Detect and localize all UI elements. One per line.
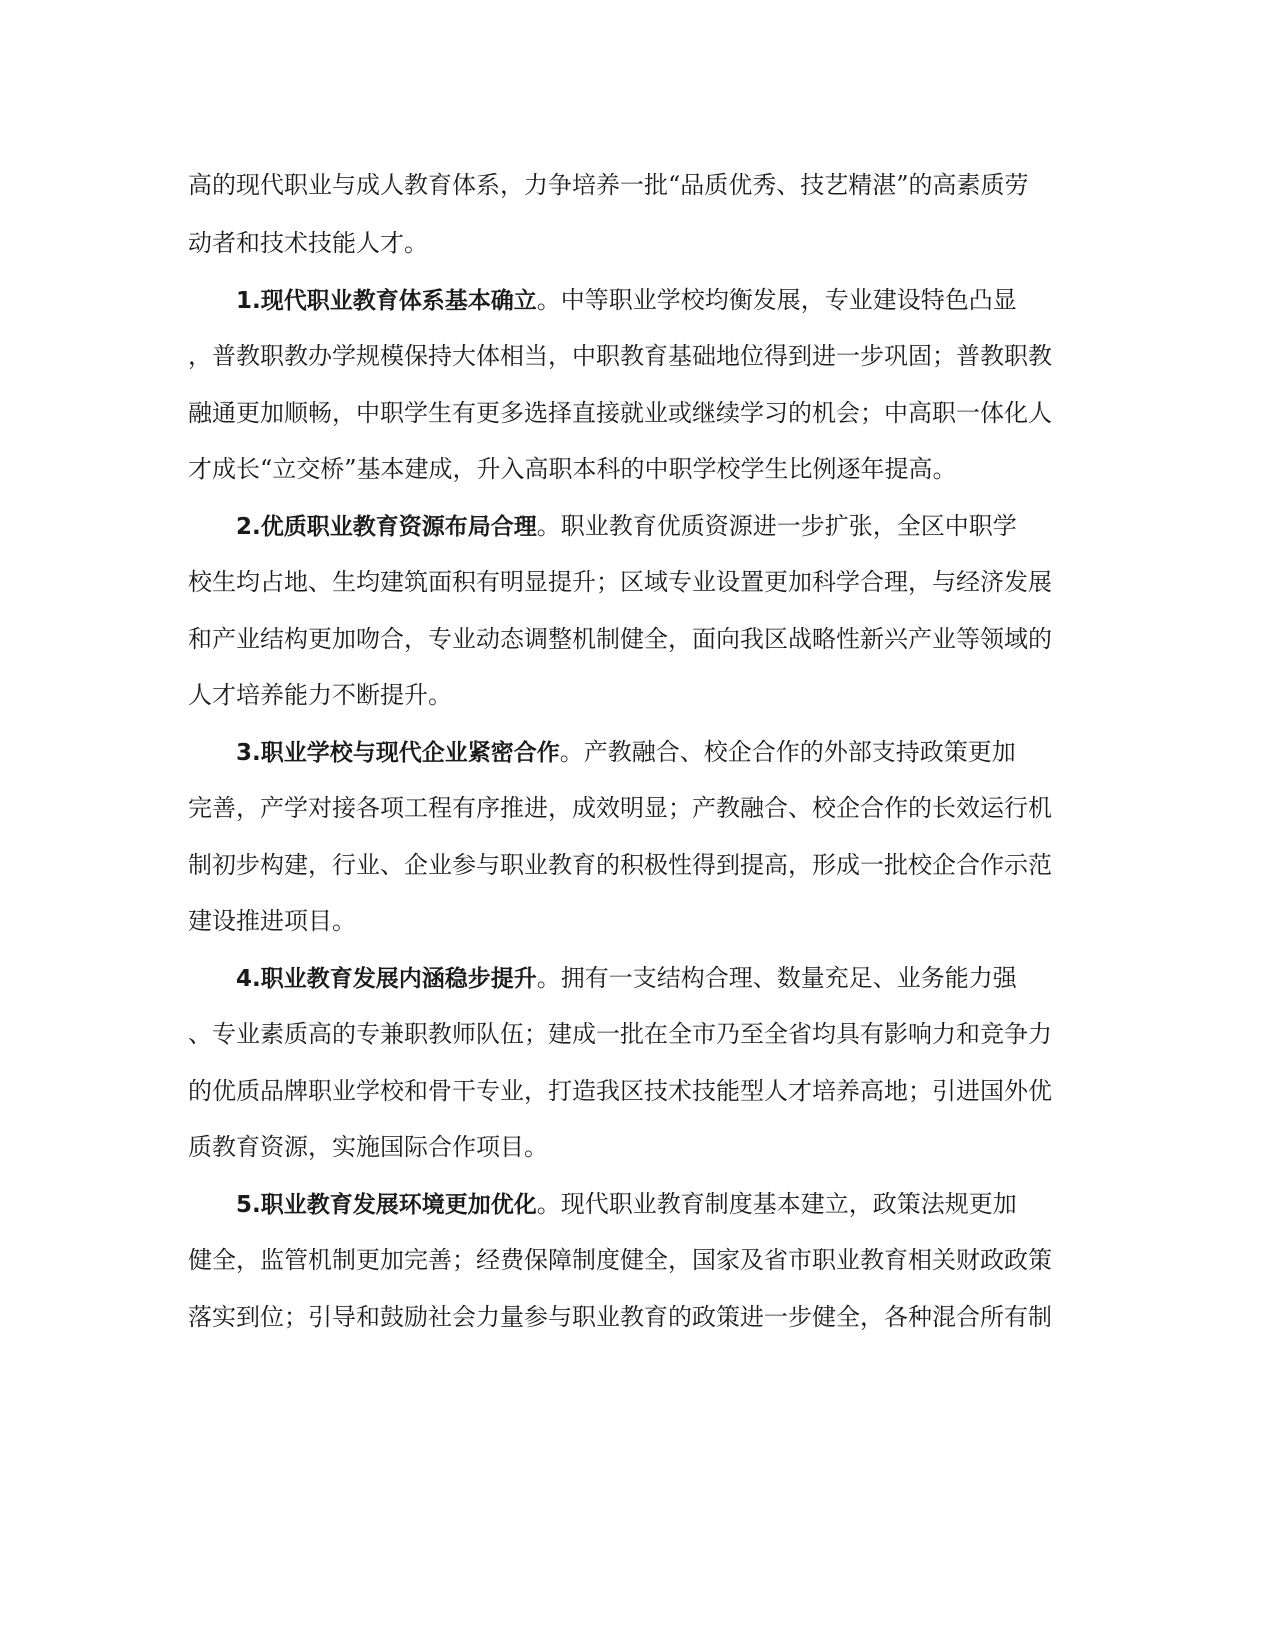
text-line [188,845,1088,885]
line-text: 融通更加顺畅，中职学生有更多选择直接就业或继续学习的机会；中高职一体化人 [188,399,1052,427]
paragraph-1-first-line [236,280,1136,320]
line-text: 健全，监管机制更加完善；经费保障制度健全，国家及省市职业教育相关财政政策 [188,1246,1052,1274]
text-line [188,1127,1088,1167]
paragraph-3-first-line [236,732,1136,772]
line-text: 高的现代职业与成人教育体系，力争培养一批“品质优秀、技艺精湛”的高素质劳 [188,171,1029,199]
line-text: 完善，产学对接各项工程有序推进，成效明显；产教融合、校企合作的长效运行机 [188,794,1052,822]
text-line [188,788,1088,828]
text-line [188,1297,1088,1337]
line-text: 动者和技术技能人才。 [188,229,428,257]
paragraph-3-heading: 3.职业学校与现代企业紧密合作 [236,740,560,766]
line-text: 校生均占地、生均建筑面积有明显提升；区域专业设置更加科学合理，与经济发展 [188,568,1052,596]
line-text: 才成长“立交桥”基本建成，升入高职本科的中职学校学生比例逐年提高。 [188,455,957,483]
line-text: 。现代职业教育制度基本建立，政策法规更加 [536,1190,1017,1218]
line-text: 。中等职业学校均衡发展，专业建设特色凸显 [536,286,1017,314]
paragraph-2-first-line [236,506,1136,546]
line-text: 的优质品牌职业学校和骨干专业，打造我区技术技能型人才培养高地；引进国外优 [188,1077,1052,1105]
line-text: 。职业教育优质资源进一步扩张，全区中职学 [536,512,1017,540]
text-line [188,449,1088,489]
line-text: 制初步构建，行业、企业参与职业教育的积极性得到提高，形成一批校企合作示范 [188,851,1052,879]
line-text: 和产业结构更加吻合，专业动态调整机制健全，面向我区战略性新兴产业等领域的 [188,625,1052,653]
line-text: 。拥有一支结构合理、数量充足、业务能力强 [536,964,1017,992]
line-text: 落实到位；引导和鼓励社会力量参与职业教育的政策进一步健全，各种混合所有制 [188,1303,1052,1331]
line-text: 质教育资源，实施国际合作项目。 [188,1133,548,1161]
paragraph-2-heading: 2.优质职业教育资源布局合理 [236,514,537,540]
paragraph-4-first-line [236,958,1136,998]
line-text: 人才培养能力不断提升。 [188,681,452,709]
line-text: 。产教融合、校企合作的外部支持政策更加 [559,738,1016,766]
text-line [188,1240,1088,1280]
text-line [188,562,1088,602]
text-line [188,1014,1088,1054]
line-text: 、专业素质高的专兼职教师队伍；建成一批在全市乃至全省均具有影响力和竞争力 [188,1020,1052,1048]
paragraph-5-first-line [236,1184,1136,1224]
paragraph-5-heading: 5.职业教育发展环境更加优化 [236,1192,537,1218]
text-line [188,336,1088,376]
paragraph-1-heading: 1.现代职业教育体系基本确立 [236,288,537,314]
text-line [188,675,1088,715]
line-text: 建设推进项目。 [188,907,356,935]
text-line [188,1071,1088,1111]
text-line [188,393,1088,433]
text-line [188,223,1088,263]
paragraph-4-heading: 4.职业教育发展内涵稳步提升 [236,966,537,992]
text-line [188,619,1088,659]
text-line [188,901,1088,941]
line-text: ，普教职教办学规模保持大体相当，中职教育基础地位得到进一步巩固；普教职教 [188,342,1052,370]
text-line [188,165,1088,205]
